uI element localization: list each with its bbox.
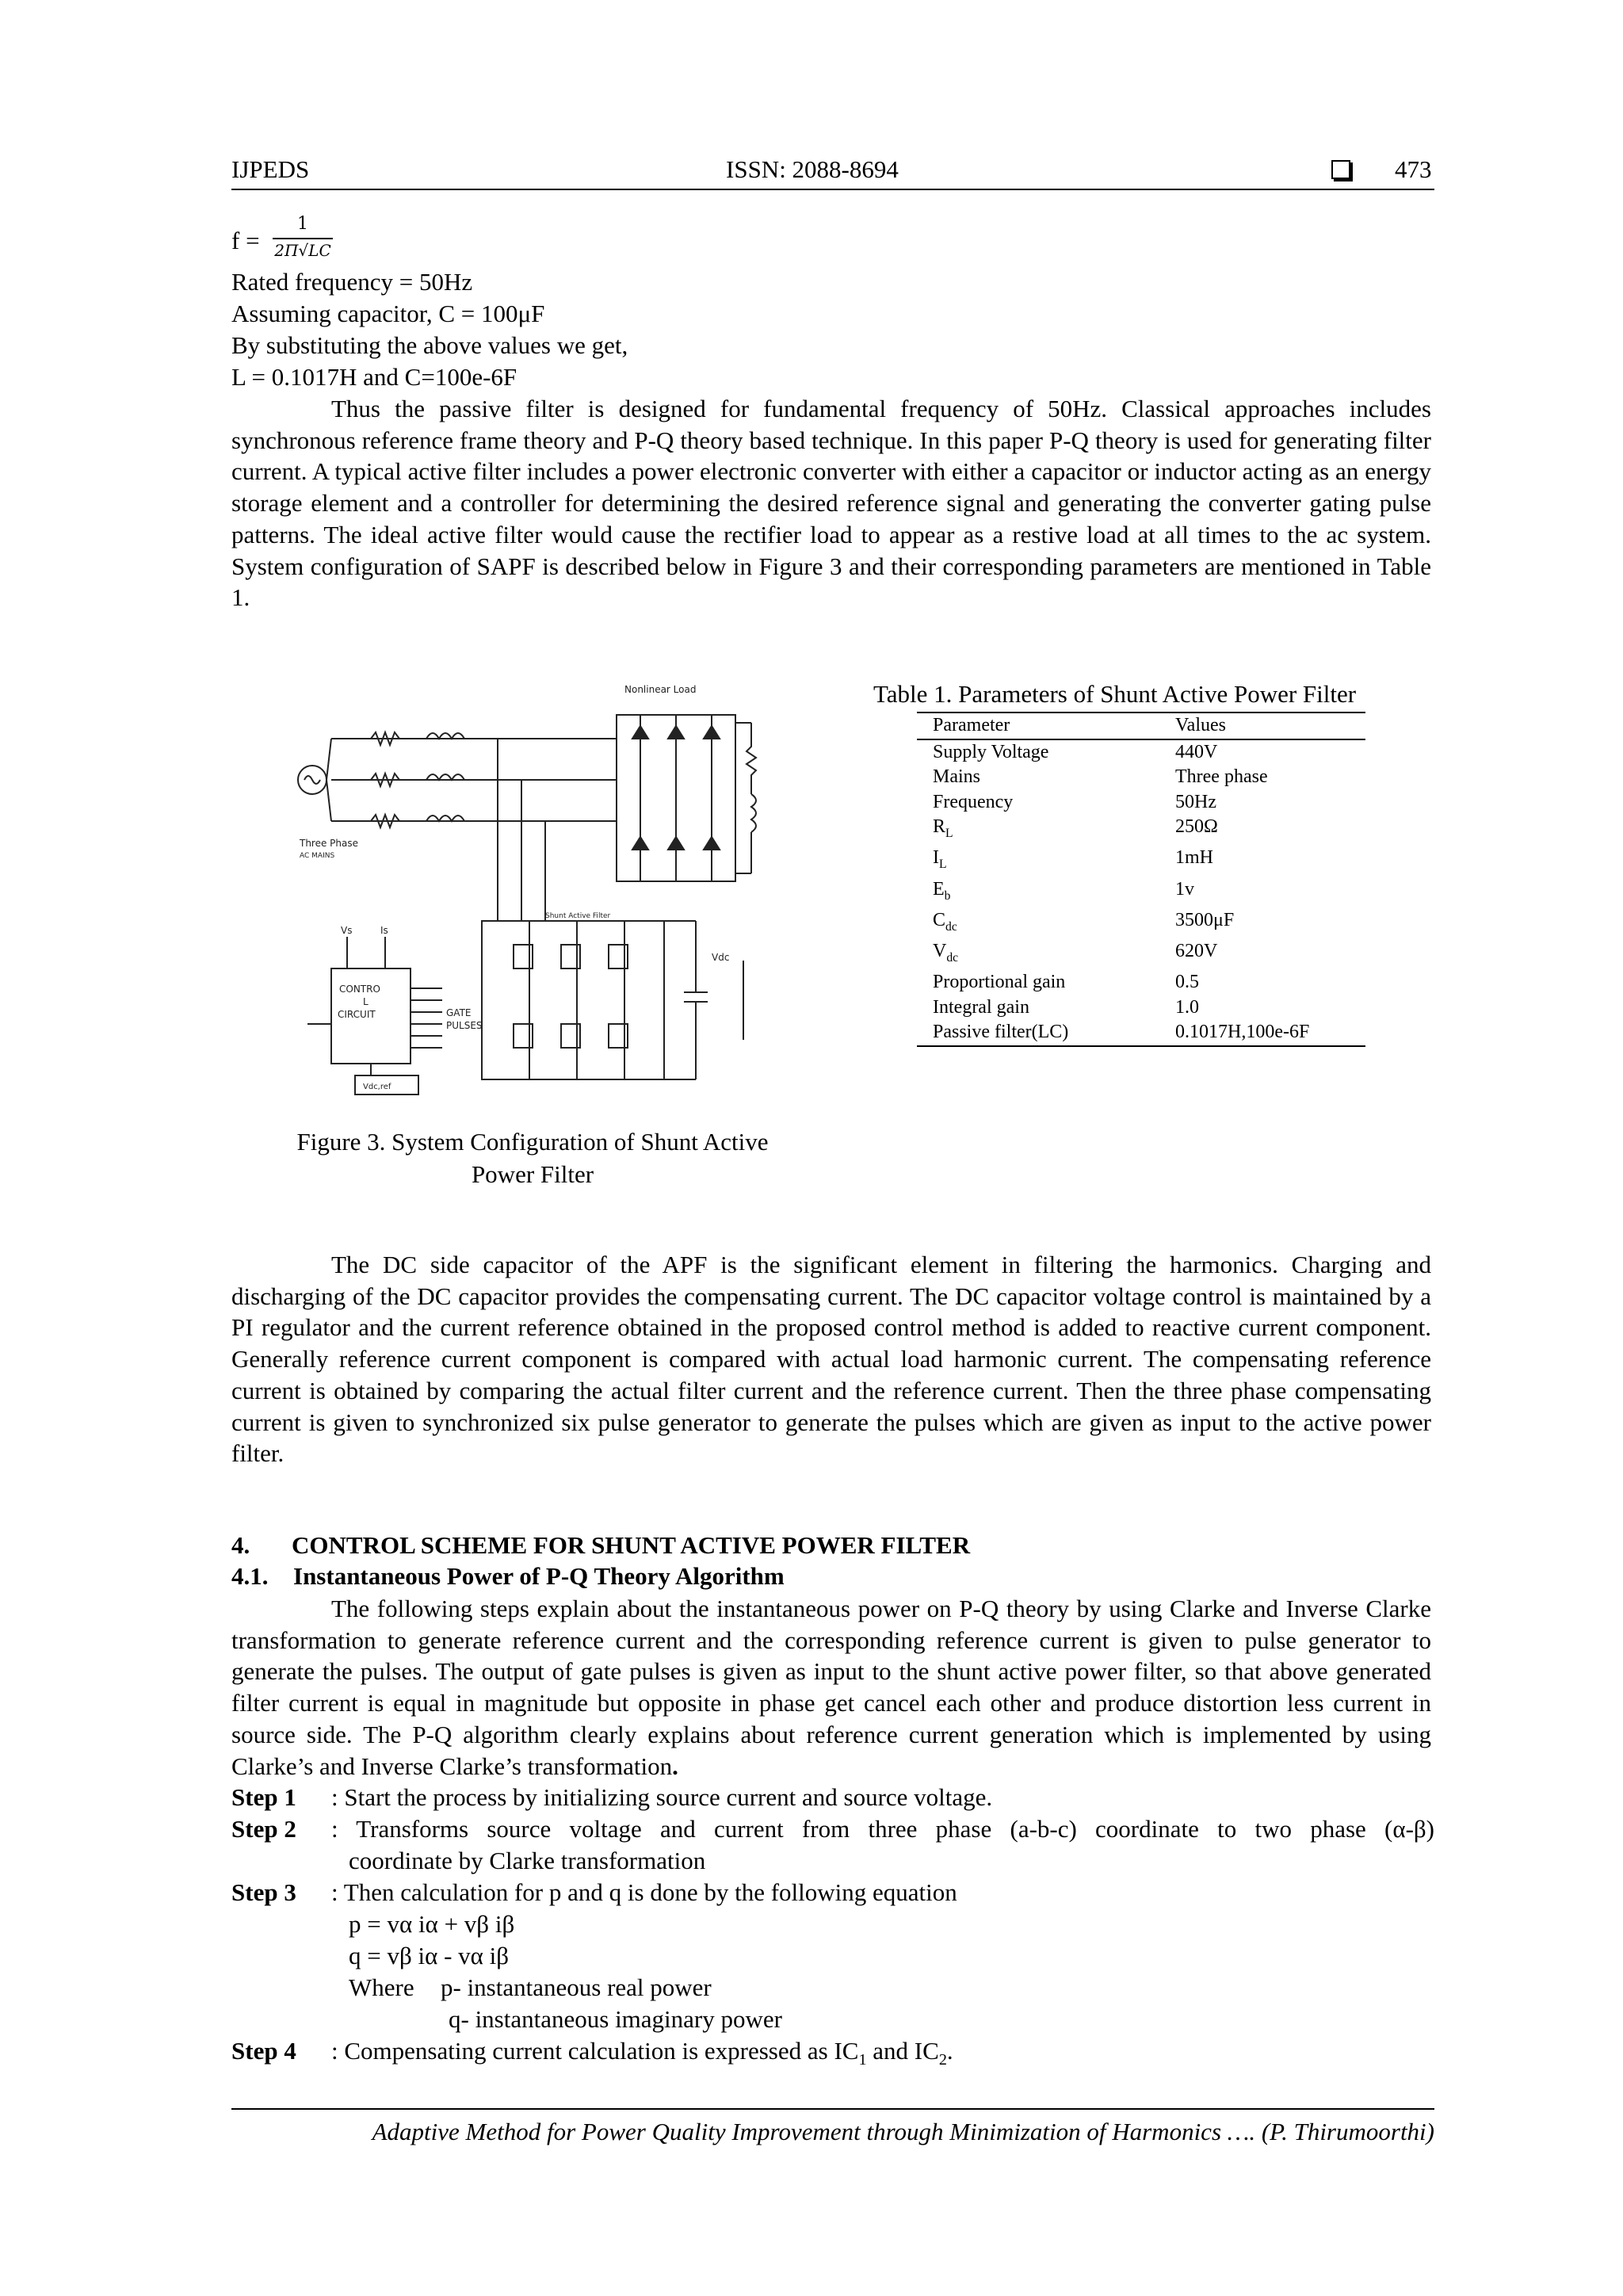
fig-label-gate: GATE (446, 1007, 472, 1018)
table-cell-parameter: $R_L$ (933, 816, 953, 840)
table-row (917, 739, 1365, 766)
formula-numerator: 1 (297, 214, 308, 234)
table-cell-value: 3500μF (1175, 909, 1235, 930)
step-4-sub-2: 2 (938, 2051, 947, 2069)
table-cell-value: 1.0 (1175, 996, 1199, 1018)
fig-label-vs: Vs (341, 925, 353, 936)
table-row (917, 939, 1365, 970)
table-row (917, 970, 1365, 995)
fig-label-control: CONTRO (339, 984, 380, 995)
fig-label-three-phase: Three Phase (300, 838, 359, 849)
system-configuration-figure (284, 675, 775, 1103)
step-1-text: : Start the process by initializing source current and source voltage. (331, 1783, 993, 1811)
table-row (917, 790, 1365, 816)
table-cell-value: Three phase (1175, 766, 1268, 787)
page-number: 473 (1395, 155, 1432, 183)
step-2-label: Step 2 (231, 1815, 296, 1843)
table-cell-value: 440V (1175, 741, 1218, 762)
where-label: Where (349, 1973, 414, 2001)
fig-label-control-3: CIRCUIT (338, 1009, 376, 1020)
paragraph-1: Thus the passive filter is designed for fundamental frequency of 50Hz. Classical approaches includes synchronous reference frame theory and P-Q theory based technique. In this paper P-Q theory is used for generating filter current. A typical active filter includes a power electronic converter with either a capacitor or inductor acting as an energy storage element and a controller for determining the desired reference signal and generating the converter gating pulse patterns. The ideal active filter would cause the rectifier load to appear as a restive load at all times to the ac system. System configuration of SAPF is described below in Figure 3 and their corresponding parameters are mentioned in Table 1. (231, 395, 1431, 612)
table-row (917, 765, 1365, 790)
header-rule (231, 189, 1434, 190)
subsection-number: 4.1. (231, 1562, 269, 1590)
parameters-table (917, 712, 1365, 1047)
fig-label-vdc: Vdc (712, 952, 730, 963)
table-header-parameter: Parameter (917, 712, 1159, 739)
fig-label-shunt-filter: Shunt Active Filter (545, 912, 611, 920)
fig-label-control-2: L (363, 996, 369, 1007)
section-title: CONTROL SCHEME FOR SHUNT ACTIVE POWER FILTER (292, 1531, 971, 1559)
figure-caption-line-2: Power Filter (471, 1160, 594, 1188)
table-cell-value: 250Ω (1175, 816, 1218, 837)
section-paragraph-end: . (672, 1752, 678, 1780)
step-4-sub-1: 1 (858, 2051, 867, 2069)
table-cell-parameter: $I_L$ (933, 847, 947, 872)
given-line-1: Rated frequency = 50Hz (231, 268, 473, 296)
where-q: q- instantaneous imaginary power (449, 2005, 782, 2033)
table-cell-parameter: Supply Voltage (933, 741, 1049, 762)
table-row (917, 908, 1365, 939)
section-number: 4. (231, 1531, 250, 1559)
equation-q: q = vβ iα - vα iβ (349, 1942, 510, 1969)
step-4-label: Step 4 (231, 2037, 296, 2065)
table-cell-parameter: Integral gain (933, 996, 1029, 1018)
where-p: p- instantaneous real power (441, 1973, 712, 2001)
journal-name: IJPEDS (231, 155, 310, 183)
table-title: Table 1. Parameters of Shunt Active Power Filter (873, 680, 1357, 708)
step-4-text-a: : Compensating current calculation is expressed as IC (331, 2037, 859, 2065)
table-cell-parameter: Proportional gain (933, 972, 1066, 993)
fig-label-is: Is (380, 925, 388, 936)
issn: ISSN: 2088-8694 (726, 155, 899, 183)
fig-label-pulses: PULSES (446, 1020, 483, 1031)
table-cell-parameter: Passive filter(LC) (917, 1020, 1159, 1046)
step-4-text-c: . (946, 2037, 953, 2065)
table-header-row (917, 712, 1365, 739)
table-cell-parameter: $C_{dc}$ (933, 909, 957, 934)
formula-lhs: f = (231, 227, 260, 254)
fraction-bar (273, 238, 333, 239)
table-cell-parameter: $V_{dc}$ (933, 941, 959, 965)
table-row (917, 1020, 1365, 1046)
table-cell-value: 0.1017H,100e-6F (1159, 1020, 1365, 1046)
table-row (917, 877, 1365, 908)
table-cell-value: 0.5 (1175, 972, 1199, 993)
table-cell-value: 50Hz (1175, 791, 1216, 812)
step-2-continuation: coordinate by Clarke transformation (349, 1847, 706, 1874)
table-row (917, 815, 1365, 846)
fig-label-ac-mains: AC MAINS (300, 852, 335, 860)
table-cell-value: 1mH (1175, 847, 1213, 869)
footer-rule (231, 2108, 1434, 2110)
step-2-text: : Transforms source voltage and current from three phase (a-b-c) coordinate to two phase (α-β) (331, 1815, 1434, 1843)
table-cell-value: 620V (1175, 941, 1218, 962)
table-cell-parameter: Frequency (933, 791, 1014, 812)
step-4-text (331, 2037, 953, 2069)
section-paragraph-text: The following steps explain about the instantaneous power on P-Q theory by using Clarke and Inverse Clarke transformation to generate reference current and the corresponding reference current is given to pulse generator to generate the pulses. The output of gate pulses is given as input to the shunt active power filter, so that above generated filter current is equal in magnitude but opposite in phase get cancel each other and produce distortion less current in source side. The P-Q algorithm clearly explains about reference current generation which is implemented by using Clarke’s and Inverse Clarke’s transformation (231, 1595, 1431, 1780)
figure-caption-line-1: Figure 3. System Configuration of Shunt Active (296, 1128, 769, 1156)
table-cell-value: 1v (1175, 878, 1194, 900)
table-row (917, 995, 1365, 1021)
table-cell-parameter: $E_b$ (933, 878, 951, 903)
equation-p: p = vα iα + vβ iβ (349, 1910, 515, 1938)
given-line-4: L = 0.1017H and C=100e-6F (231, 363, 517, 391)
step-3-label: Step 3 (231, 1878, 296, 1906)
fig-label-vdcref: Vdc,ref (363, 1083, 391, 1091)
given-line-3: By substituting the above values we get, (231, 331, 628, 359)
footer-citation: Adaptive Method for Power Quality Improvement through Minimization of Harmonics …. (P. Thirumoorthi) (372, 2118, 1434, 2145)
step-3-text: : Then calculation for p and q is done by the following equation (331, 1878, 957, 1906)
table-header-values: Values (1159, 712, 1365, 739)
step-4-text-b: and IC (866, 2037, 939, 2065)
table-row (917, 846, 1365, 877)
subsection-title: Instantaneous Power of P-Q Theory Algorithm (293, 1562, 785, 1590)
given-line-2: Assuming capacitor, C = 100μF (231, 300, 545, 327)
table-cell-parameter: Mains (933, 766, 980, 787)
paragraph-2: The DC side capacitor of the APF is the significant element in filtering the harmonics. Charging and discharging of the DC capacitor provides the compensating current. The DC capacitor voltage control is maintained by a PI regulator and the current reference obtained in the proposed control method is added to reactive current component. Generally reference current component is compared with actual load harmonic current. The compensating reference current is obtained by comparing the actual filter current and the reference current. Then the three phase compensating current is given to synchronized six pulse generator to generate the pulses which are given as input to the active power filter. (231, 1251, 1431, 1468)
step-1-label: Step 1 (231, 1783, 296, 1811)
section-paragraph (231, 1593, 1431, 1782)
formula-denominator: 2Π√LC (274, 241, 331, 260)
fig-label-nonlinear-load: Nonlinear Load (624, 684, 697, 695)
square-outline-icon (1331, 160, 1350, 179)
